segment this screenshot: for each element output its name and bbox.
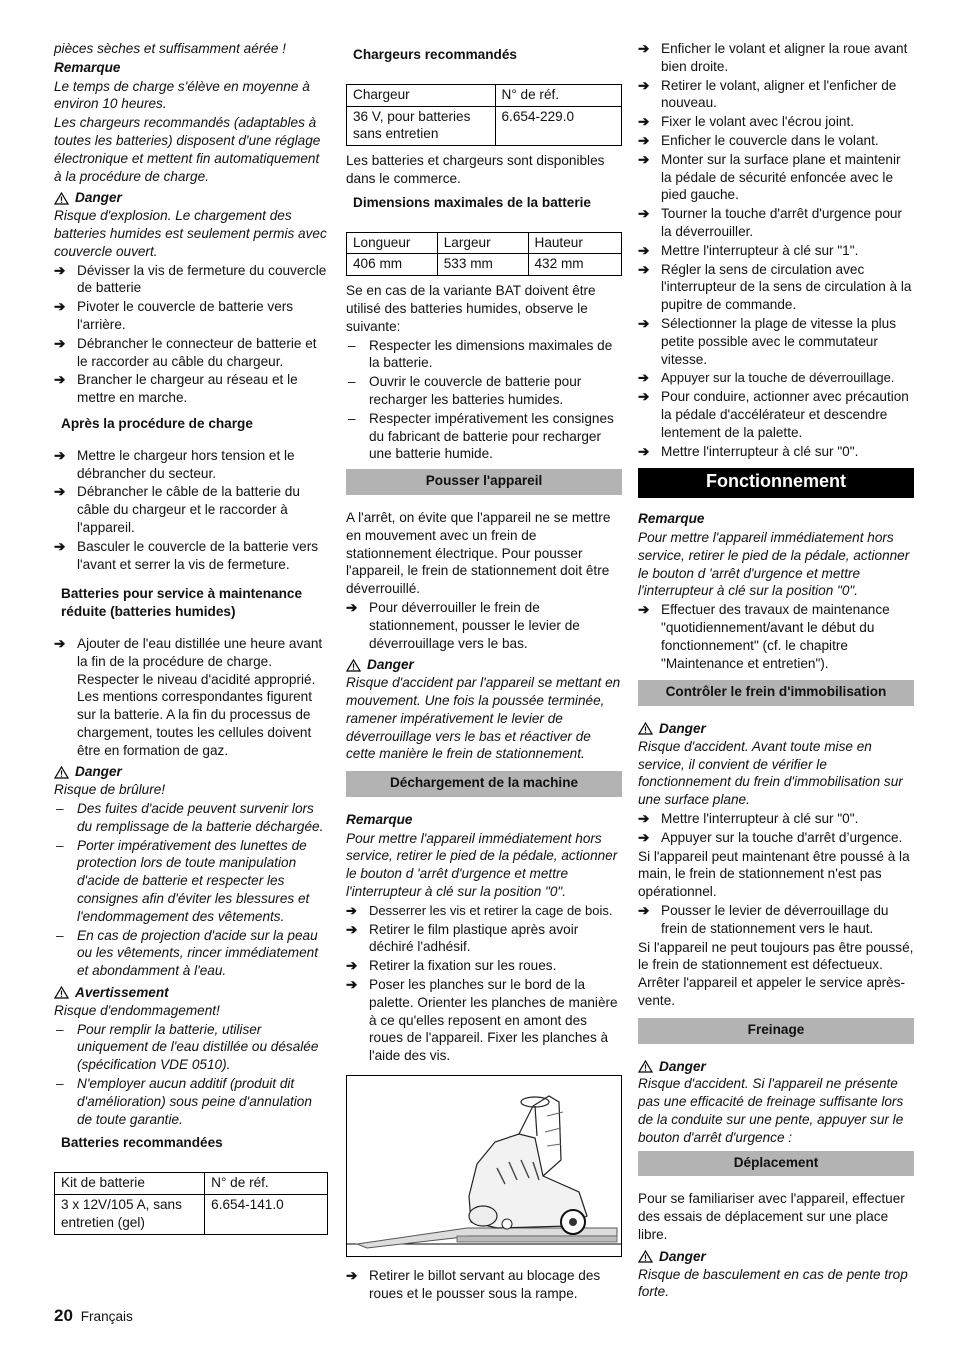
remark-heading: Remarque — [54, 59, 121, 75]
danger-text: Risque d'explosion. Le chargement des batteries humides est seulement permis avec couvercle ouvert. — [54, 208, 327, 259]
step-item: ➔ Monter sur la surface plane et maintenir la pédale de sécurité enfoncée avec le pied gauche. — [638, 151, 901, 203]
step-item: ➔ Poser les planches sur le bord de la palette. Orienter les planches de manière à ce qu'elles reposent en amont des roues de l'appareil. Fixer les planches à l'aide des vis. — [346, 977, 618, 1064]
dash-icon: – — [56, 837, 64, 853]
step-item: ➔ Retirer le film plastique après avoir déchiré l'adhésif. — [346, 921, 579, 955]
section-subheading: Chargeurs recommandés — [353, 47, 517, 62]
section-bar: Déplacement — [638, 1151, 914, 1177]
table-header-cell: Chargeur — [347, 84, 496, 106]
dash-item: – Respecter les dimensions maximales de la batterie. — [348, 337, 613, 371]
warning-triangle-icon — [54, 766, 69, 779]
dash-item: – N'employer aucun additif (produit dit d'amélioration) sous peine d'annulation de toute garantie. — [56, 1076, 312, 1127]
arrow-icon: ➔ — [54, 447, 66, 463]
section-subheading: Après la procédure de charge — [61, 415, 253, 431]
body-text: A l'arrêt, on évite que l'appareil ne se mettre en mouvement avec un frein de stationnement électrique. Pour pousser l'appareil, le frein de stationnement doit être déverrouillé. — [346, 509, 611, 597]
dash-item: – Pour remplir la batterie, utiliser uniquement de l'eau distillée ou désalée (spécification VDE 0510). — [56, 1021, 319, 1073]
arrow-icon: ➔ — [638, 443, 650, 459]
table-cell: 6.654-141.0 — [205, 1195, 328, 1235]
danger-title: Danger — [75, 764, 122, 780]
arrow-icon: ➔ — [346, 1268, 358, 1284]
step-item: ➔ Mettre l'interrupteur à clé sur "0". — [638, 443, 859, 459]
chapter-heading: Fonctionnement — [638, 468, 914, 498]
step-item: ➔ Pour conduire, actionner avec précaution la pédale d'accélérateur et descendre lentement de la palette. — [638, 389, 909, 440]
remark-text: Les chargeurs recommandés (adaptables à toutes les batteries) disposent d'une réglage électronique et mettent fin automatiquement à la procédure de charge. — [54, 115, 321, 184]
arrow-icon: ➔ — [638, 261, 650, 277]
intro-text: pièces sèches et suffisamment aérée ! — [54, 41, 286, 56]
arrow-icon: ➔ — [54, 335, 66, 351]
danger-title: Danger — [659, 721, 706, 737]
section-bar: Contrôler le frein d'immobilisation — [638, 680, 914, 706]
arrow-icon: ➔ — [638, 829, 650, 845]
arrow-icon: ➔ — [638, 114, 650, 130]
charger-table — [346, 84, 622, 146]
warning-triangle-icon — [638, 722, 653, 735]
step-item: ➔ Pivoter le couvercle de batterie vers l'arrière. — [54, 299, 294, 332]
dash-item: – Porter impérativement des lunettes de protection lors de toute manipulation d'acide de batterie et respecter les consignes afin d'éviter les blessures et l'endommagement des vêtements. — [56, 837, 310, 924]
body-text: Les batteries et chargeurs sont disponibles dans le commerce. — [346, 153, 605, 186]
arrow-icon: ➔ — [54, 262, 66, 278]
step-item: ➔ Débrancher le connecteur de batterie et le raccorder au câble du chargeur. — [54, 335, 317, 369]
table-header-cell: N° de réf. — [205, 1173, 328, 1195]
section-subheading: Batteries pour service à maintenance réduite (batteries humides) — [61, 586, 303, 620]
danger-title: Danger — [367, 657, 414, 673]
arrow-icon: ➔ — [638, 132, 650, 148]
step-item: ➔ Pour déverrouiller le frein de stationnement, pousser le levier de déverrouillage vers le bas. — [346, 599, 580, 651]
step-item: ➔ Débrancher le câble de la batterie du câble du chargeur et le raccorder à l'appareil. — [54, 484, 300, 535]
step-item: ➔ Mettre le chargeur hors tension et le débrancher du secteur. — [54, 447, 295, 481]
arrow-icon: ➔ — [54, 538, 66, 554]
danger-text: Risque de brûlure! — [54, 782, 166, 798]
warning-triangle-icon — [54, 192, 69, 205]
danger-heading — [638, 1058, 914, 1076]
arrow-icon: ➔ — [638, 602, 650, 618]
danger-title: Danger — [659, 1248, 706, 1264]
section-subheading: Batteries recommandées — [61, 1135, 223, 1151]
arrow-icon: ➔ — [346, 958, 358, 974]
dash-icon: – — [56, 927, 64, 943]
dash-icon: – — [348, 374, 356, 390]
step-item: ➔ Enficher le volant et aligner la roue avant bien droite. — [638, 41, 908, 74]
warning-triangle-icon — [638, 1060, 653, 1073]
dash-item: – En cas de projection d'acide sur la peau ou les vêtements, rincer immédiatement et abondamment à l'eau. — [56, 927, 319, 979]
ride-on-scrubber-illustration — [347, 1076, 621, 1256]
section-bar: Déchargement de la machine — [346, 771, 622, 797]
table-header-cell: Kit de batterie — [55, 1173, 205, 1195]
section-subheading: Dimensions maximales de la batterie — [353, 194, 591, 210]
step-item: ➔ Retirer le volant, aligner et l'enficher de nouveau. — [638, 77, 897, 111]
dash-icon: – — [348, 337, 356, 353]
remark-text: Pour mettre l'appareil immédiatement hors service, retirer le pied de la pédale, actionner le bouton d 'arrêt d'urgence et mettre l'interrupteur à clé sur la position "0". — [346, 830, 618, 900]
table-row — [55, 1195, 328, 1235]
dash-item: – Respecter impérativement les consignes du fabricant de batterie pour recharger une batterie humide. — [348, 410, 614, 462]
danger-heading — [54, 763, 328, 781]
danger-title: Danger — [659, 1058, 706, 1074]
arrow-icon: ➔ — [54, 299, 66, 315]
remark-heading: Remarque — [346, 811, 413, 827]
warning-text: Risque d'endommagement! — [54, 1002, 220, 1018]
body-text: Pour se familiariser avec l'appareil, effectuer des essais de déplacement sur une place libre. — [638, 1191, 905, 1243]
arrow-icon: ➔ — [346, 977, 358, 993]
danger-heading — [54, 189, 328, 207]
arrow-icon: ➔ — [638, 370, 649, 386]
step-item: ➔ Retirer la fixation sur les roues. — [346, 958, 557, 974]
column-1 — [54, 40, 328, 1235]
table-cell: 3 x 12V/105 A, sans entretien (gel) — [55, 1195, 205, 1235]
dash-icon: – — [56, 1021, 64, 1037]
dash-item: – Ouvrir le couvercle de batterie pour recharger les batteries humides. — [348, 374, 582, 407]
remark-text: Pour mettre l'appareil immédiatement hors service, retirer le pied de la pédale, actionner le bouton d 'arrêt d'urgence et mettre l'interrupteur à clé sur la position "0". — [638, 529, 910, 599]
warning-triangle-icon — [638, 1250, 653, 1263]
remark-heading: Remarque — [638, 511, 705, 527]
table-cell: 6.654-229.0 — [495, 106, 622, 146]
table-header-cell: N° de réf. — [495, 84, 622, 106]
arrow-icon: ➔ — [638, 903, 650, 919]
body-text: Se en cas de la variante BAT doivent être utilisé des batteries humides, observe le suivante: — [346, 283, 596, 334]
step-item: ➔ Appuyer sur la touche d'arrêt d’urgence. — [638, 829, 903, 845]
danger-text: Risque de basculement en cas de pente trop forte. — [638, 1266, 908, 1300]
arrow-icon: ➔ — [638, 206, 650, 222]
table-cell: 36 V, pour batteries sans entretien — [347, 106, 496, 146]
table-row — [347, 106, 622, 146]
page-number: 20 — [54, 1306, 73, 1325]
arrow-icon: ➔ — [54, 484, 66, 500]
table-cell: 533 mm — [437, 254, 528, 276]
battery-table — [54, 1172, 328, 1234]
language-label: Français — [80, 1309, 133, 1324]
table-header-cell: Largeur — [437, 232, 528, 254]
arrow-icon: ➔ — [346, 921, 358, 937]
step-item: ➔ Effectuer des travaux de maintenance "quotidiennement/avant le début du fonctionnement" (cf. le chapitre "Maintenance et entretien"). — [638, 602, 890, 671]
arrow-icon: ➔ — [346, 902, 357, 918]
arrow-icon: ➔ — [54, 635, 66, 651]
warning-heading — [54, 984, 328, 1002]
warning-triangle-icon — [54, 986, 69, 999]
danger-title: Danger — [75, 190, 122, 206]
body-text: Si l'appareil ne peut toujours pas être poussé, le frein de stationnement est défectueux. Arrêter l'appareil et appeler le service après-vente. — [638, 939, 914, 1009]
warning-title: Avertissement — [75, 985, 169, 1001]
table-header-cell: Longueur — [347, 232, 438, 254]
arrow-icon: ➔ — [638, 315, 650, 331]
arrow-icon: ➔ — [638, 41, 650, 56]
remark-text: Le temps de charge s'élève en moyenne à environ 10 heures. — [54, 78, 310, 112]
step-item: ➔ Dévisser la vis de fermeture du couvercle de batterie — [54, 262, 327, 296]
page-footer — [54, 1306, 133, 1326]
step-item: ➔ Ajouter de l'eau distillée une heure avant la fin de la procédure de charge. Respecter le niveau d'acidité approprié. Les mentions correspondantes figurent sur la batterie. A la fin du processus de chargement, toutes les cellules doivent être en formation de gaz. — [54, 635, 323, 758]
table-cell: 432 mm — [528, 254, 622, 276]
dash-item: – Des fuites d'acide peuvent survenir lors du remplissage de la batterie déchargée. — [56, 801, 324, 834]
step-item: ➔ Retirer le billot servant au blocage des roues et le pousser sous la rampe. — [346, 1268, 601, 1301]
danger-heading — [346, 656, 622, 674]
step-item: ➔ Tourner la touche d'arrêt d'urgence pour la déverrouiller. — [638, 206, 902, 239]
table-cell: 406 mm — [347, 254, 438, 276]
danger-text: Risque d'accident. Si l'appareil ne présente pas une efficacité de freinage suffisante lors de la conduite sur une pente, appuyer sur le bouton d'arrêt d'urgence : — [638, 1076, 904, 1145]
dash-icon: – — [56, 1076, 64, 1092]
step-item: ➔ Brancher le chargeur au réseau et le mettre en marche. — [54, 372, 298, 406]
warning-triangle-icon — [346, 659, 361, 672]
arrow-icon: ➔ — [638, 77, 650, 93]
danger-text: Risque d'accident. Avant toute mise en service, il convient de vérifier le fonctionnement du frein d'immobilisation sur une surface plane. — [638, 738, 903, 808]
step-item: ➔ Enficher le couvercle dans le volant. — [638, 132, 879, 148]
step-item: ➔ Mettre l'interrupteur à clé sur "0". — [638, 811, 859, 827]
arrow-icon: ➔ — [346, 599, 358, 615]
step-item: ➔ Mettre l'interrupteur à clé sur "1". — [638, 242, 859, 258]
machine-unloading-illustration — [346, 1075, 622, 1257]
danger-text: Risque d'accident par l'appareil se mettant en mouvement. Une fois la poussée terminée, ramener impérativement le levier de déverrouillage vers le bas et réactiver de cette manière le frein de stationnement. — [346, 675, 621, 762]
section-bar: Pousser l'appareil — [346, 469, 622, 495]
body-text: Si l'appareil peut maintenant être poussé à la main, le frein de stationnement n'est pas opérationnel. — [638, 848, 910, 900]
dash-icon: – — [348, 410, 356, 426]
step-item: ➔ Régler la sens de circulation avec l'interrupteur de la sens de circulation à la pupitre de commande. — [638, 261, 912, 313]
dash-icon: – — [56, 801, 64, 817]
step-item: ➔ Basculer le couvercle de la batterie vers l'avant et serrer la vis de fermeture. — [54, 538, 319, 572]
arrow-icon: ➔ — [638, 151, 650, 167]
arrow-icon: ➔ — [638, 389, 650, 405]
section-bar: Freinage — [638, 1018, 914, 1044]
step-item: ➔ Pousser le levier de déverrouillage du frein de stationnement vers le haut. — [638, 903, 889, 936]
table-row — [347, 254, 622, 276]
danger-heading — [638, 720, 914, 738]
arrow-icon: ➔ — [638, 811, 650, 827]
column-3 — [638, 40, 914, 1302]
column-2 — [346, 40, 622, 1304]
step-item: ➔ Sélectionner la plage de vitesse la plus petite possible avec le commutateur vitesse. — [638, 315, 897, 367]
arrow-icon: ➔ — [638, 242, 650, 258]
arrow-icon: ➔ — [54, 372, 66, 388]
danger-heading — [638, 1248, 914, 1266]
step-item: ➔ Fixer le volant avec l'écrou joint. — [638, 114, 854, 130]
dimensions-table — [346, 232, 622, 277]
step-item: ➔ Desserrer les vis et retirer la cage de bois. — [346, 902, 613, 918]
table-header-cell: Hauteur — [528, 232, 622, 254]
step-item: ➔ Appuyer sur la touche de déverrouillage. — [638, 370, 895, 386]
